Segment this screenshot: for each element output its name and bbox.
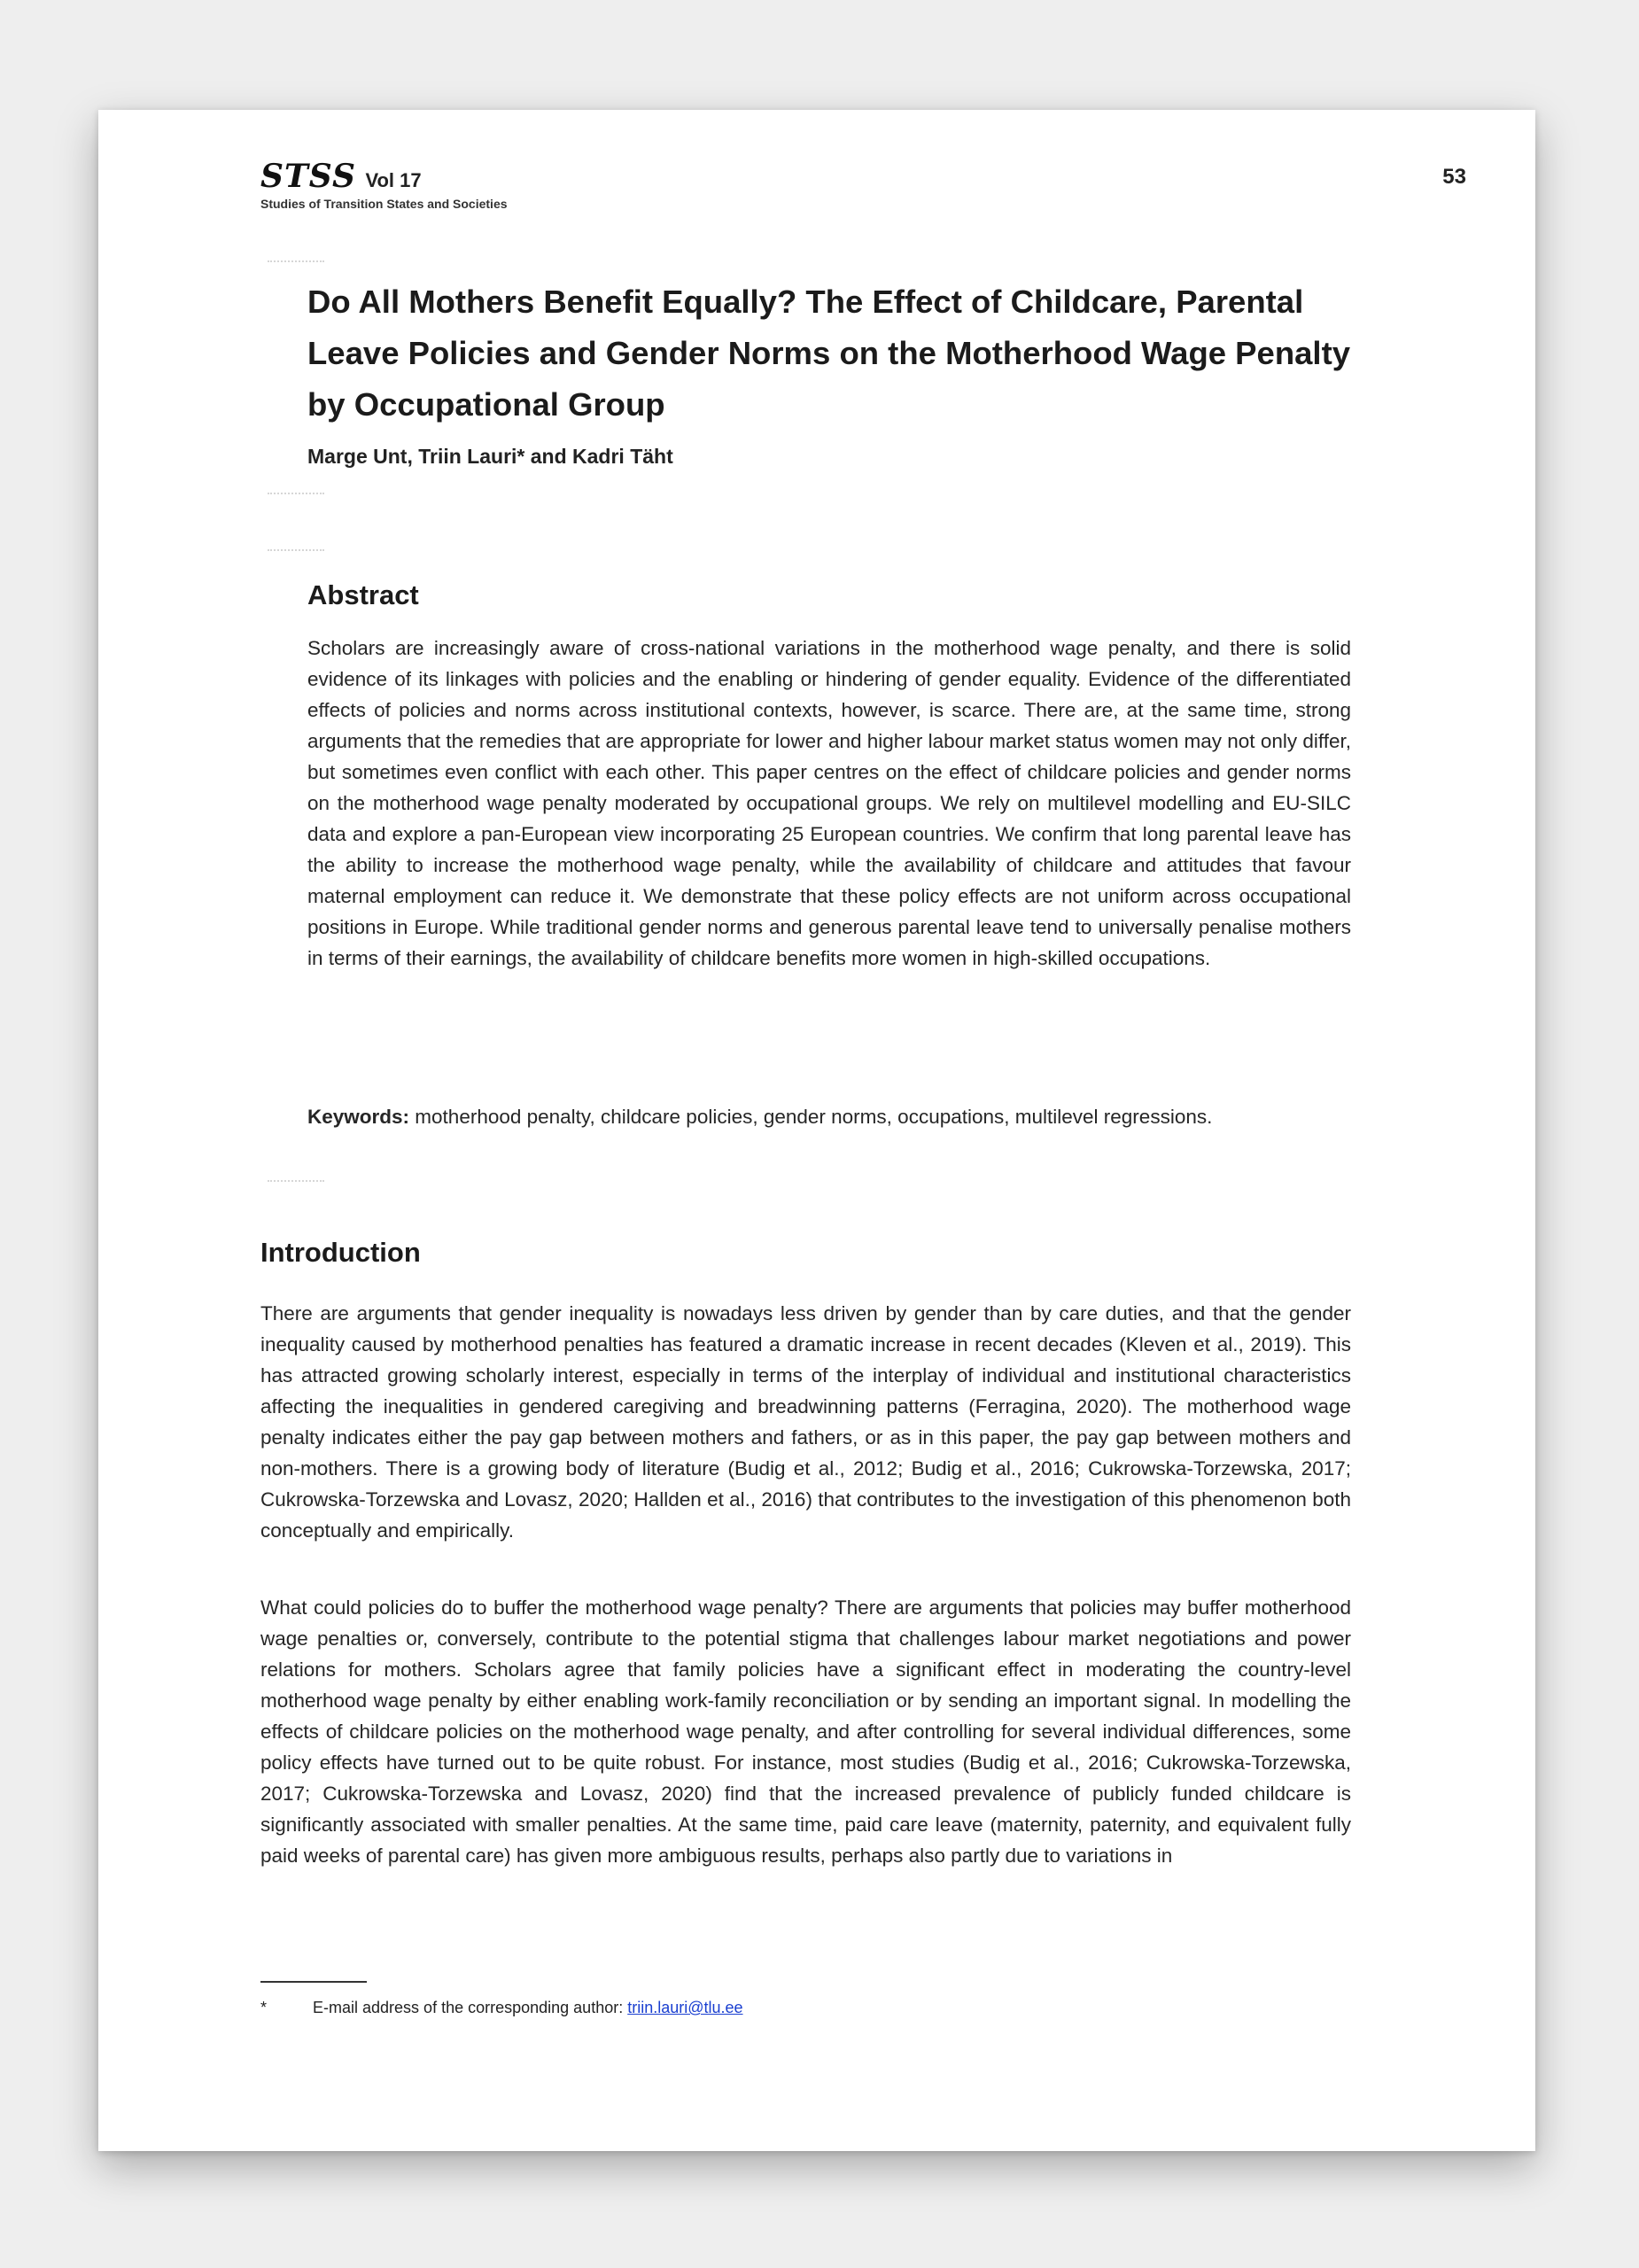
introduction-paragraph-2: What could policies do to buffer the motherhood wage penalty? There are arguments that policies may buffer motherhood wage penalties or, conversely, contribute to the potential stigma that challenges labour market negotiations and power relations for mothers. Scholars agree that family policies have a significant effect in moderating the country-level motherhood wage penalty by either enabling work-family reconciliation or by sending an important signal. In modelling the effects of childcare policies on the motherhood wage penalty, and after controlling for several individual differences, some policy effects have turned out to be quite robust. For instance, most studies (Budig et al., 2016; Cukrowska-Torzewska, 2017; Cukrowska-Torzewska and Lovasz, 2020) find that the increased prevalence of publicly funded childcare is significantly associated with smaller penalties. At the same time, paid care leave (maternity, paternity, and equivalent fully paid weeks of parental care) has given more ambiguous results, perhaps also partly due to variations in <box>260 1596 1351 1867</box>
footnote-text: E-mail address of the corresponding author: <box>313 1999 628 2016</box>
paper-page <box>98 110 1535 2151</box>
decorative-divider <box>268 549 324 551</box>
introduction-paragraph-1: There are arguments that gender inequality is nowadays less driven by gender than by care duties, and that the gender inequality caused by motherhood penalties has featured a dramatic increase in recent decades (Kleven et al., 2019). This has attracted growing scholarly interest, especially in terms of the interplay of individual and institutional characteristics affecting the inequalities in gendered caregiving and breadwinning patterns (Ferragina, 2020). The motherhood wage penalty indicates either the pay gap between mothers and fathers, or as in this paper, the pay gap between mothers and non-mothers. There is a growing body of literature (Budig et al., 2012; Budig et al., 2016; Cukrowska-Torzewska, 2017; Cukrowska-Torzewska and Lovasz, 2020; Hallden et al., 2016) that contributes to the investigation of this phenomenon both conceptually and empirically. <box>260 1302 1351 1542</box>
decorative-divider <box>268 260 324 262</box>
decorative-divider <box>268 493 324 494</box>
abstract-body: Scholars are increasingly aware of cross-national variations in the motherhood wage penalty, and there is solid evidence of its linkages with policies and the enabling or hindering of gender equality. Evidence of the differentiated effects of policies and norms across institutional contexts, however, is scarce. There are, at the same time, strong arguments that the remedies that are appropriate for lower and higher labour market status women may not only differ, but sometimes even conflict with each other. This paper centres on the effect of childcare policies and gender norms on the motherhood wage penalty moderated by occupational groups. We rely on multilevel modelling and EU-SILC data and explore a pan-European view incorporating 25 European countries. We confirm that long parental leave has the ability to increase the motherhood wage penalty, while the availability of childcare and attitudes that favour maternal employment can reduce it. We demonstrate that these policy effects are not uniform across occupational positions in Europe. While traditional gender norms and generous parental leave tend to universally penalise mothers in terms of their earnings, the availability of childcare benefits more women in high-skilled occupations. <box>307 637 1351 969</box>
author-email-link[interactable]: triin.lauri@tlu.ee <box>627 1999 743 2016</box>
abstract-heading: Abstract <box>307 579 419 610</box>
journal-volume: Vol 17 <box>365 169 422 191</box>
keywords <box>307 1101 1351 1132</box>
journal-name: Studies of Transition States and Societies <box>260 197 508 211</box>
keywords-text: motherhood penalty, childcare policies, gender norms, occupations, multilevel regressions. <box>415 1106 1213 1128</box>
introduction-heading: Introduction <box>260 1237 421 1268</box>
footnote <box>260 1999 743 2017</box>
footnote-divider <box>260 1981 367 1983</box>
decorative-divider <box>268 1180 324 1182</box>
keywords-label: Keywords: <box>307 1106 410 1128</box>
journal-logo: STSS <box>260 158 356 195</box>
article-title: Do All Mothers Benefit Equally? The Effect of Childcare, Parental Leave Policies and Gender Norms on the Motherhood Wage Penalty by Occupational Group <box>307 284 1351 423</box>
footnote-mark: * <box>260 1999 268 2016</box>
journal-header <box>260 158 508 211</box>
article-authors: Marge Unt, Triin Lauri* and Kadri Täht <box>307 445 673 468</box>
page-number: 53 <box>1442 165 1466 189</box>
